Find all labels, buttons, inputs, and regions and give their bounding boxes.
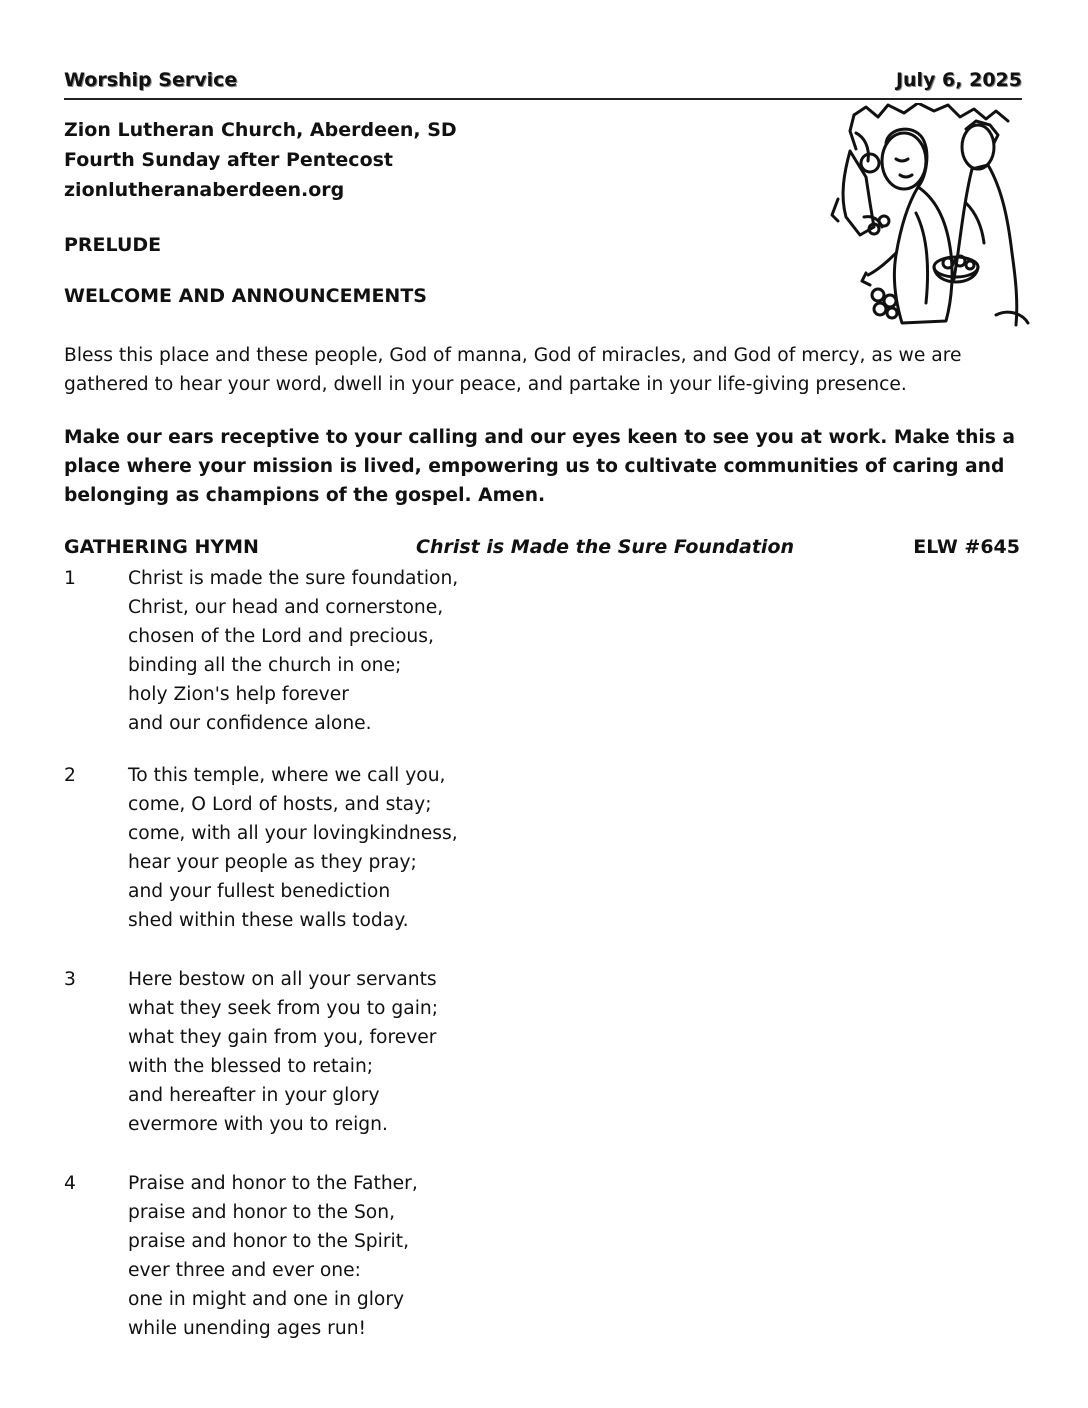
verse-number: 4: [64, 1173, 76, 1194]
verse-line: come, O Lord of hosts, and stay;: [128, 794, 432, 815]
verse-line: ever three and ever one:: [128, 1260, 361, 1281]
verse-number: 3: [64, 969, 76, 990]
verse-line: shed within these walls today.: [128, 910, 409, 931]
verse-line: and your fullest benediction: [128, 881, 391, 902]
verse-line: Here bestow on all your servants: [128, 969, 437, 990]
verse-line: Christ, our head and cornerstone,: [128, 597, 444, 618]
prelude-heading: PRELUDE: [64, 234, 162, 256]
verse-line: with the blessed to retain;: [128, 1056, 374, 1077]
blessing-text: Bless this place and these people, God of manna, God of miracles, and God of mercy, as we are gathered to hear your word, dwell in your peace, and partake in your life-giving presence.: [64, 345, 962, 395]
header-title: Worship Service: [64, 69, 238, 91]
church-name: Zion Lutheran Church, Aberdeen, SD: [64, 119, 457, 141]
verse-line: praise and honor to the Son,: [128, 1202, 396, 1223]
verse-line: while unending ages run!: [128, 1318, 367, 1339]
welcome-heading: WELCOME AND ANNOUNCEMENTS: [64, 285, 427, 307]
verse-line: Christ is made the sure foundation,: [128, 568, 459, 589]
verse-line: chosen of the Lord and precious,: [128, 626, 434, 647]
verse-line: and our confidence alone.: [128, 713, 372, 734]
verse-number: 1: [64, 568, 76, 589]
hymn-label: GATHERING HYMN: [64, 536, 259, 558]
verse-line: To this temple, where we call you,: [128, 765, 446, 786]
verse-line: hear your people as they pray;: [128, 852, 417, 873]
verse-line: evermore with you to reign.: [128, 1114, 388, 1135]
verse-line: binding all the church in one;: [128, 655, 402, 676]
verse-line: what they seek from you to gain;: [128, 998, 439, 1019]
hymn-number: ELW #645: [913, 536, 1020, 558]
header-date: July 6, 2025: [895, 69, 1022, 91]
church-website[interactable]: zionlutheranaberdeen.org: [64, 179, 345, 201]
church-info: [64, 115, 457, 205]
blessing-response: Make our ears receptive to your calling and our eyes keen to see you at work. Make this a place where your mission is lived, empowering us to cultivate communities of caring and belonging as champions of the gospel. Amen.: [64, 427, 1016, 506]
verse-line: Praise and honor to the Father,: [128, 1173, 418, 1194]
verse-line: holy Zion's help forever: [128, 684, 349, 705]
verse-line: what they gain from you, forever: [128, 1027, 437, 1048]
liturgical-day: Fourth Sunday after Pentecost: [64, 149, 394, 171]
verse-line: and hereafter in your glory: [128, 1085, 380, 1106]
verse-number: 2: [64, 765, 76, 786]
kneeling-figures-illustration: [826, 103, 1030, 331]
hymn-header: [64, 536, 1020, 562]
hymn-title: Christ is Made the Sure Foundation: [416, 536, 795, 558]
page-header: [64, 66, 1022, 100]
verse-line: praise and honor to the Spirit,: [128, 1231, 410, 1252]
verse-line: one in might and one in glory: [128, 1289, 405, 1310]
verse-line: come, with all your lovingkindness,: [128, 823, 458, 844]
